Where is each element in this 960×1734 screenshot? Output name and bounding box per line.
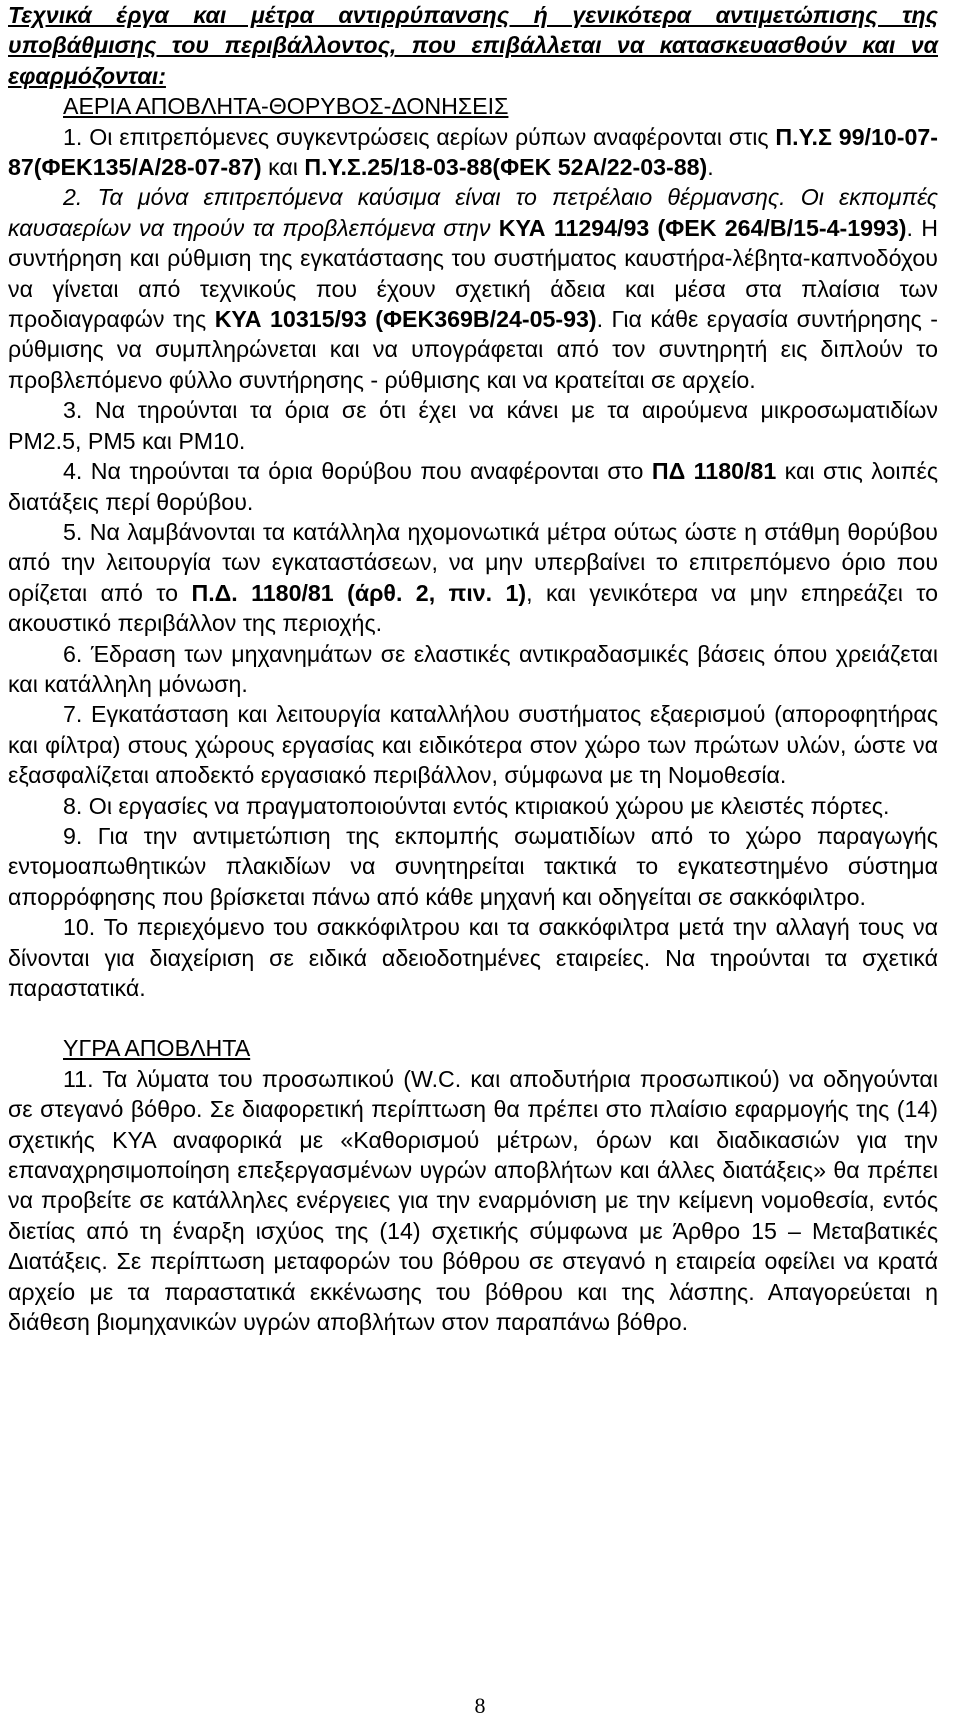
item-4: 4. Να τηρούνται τα όρια θορύβου που αναφέρονται στο ΠΔ 1180/81 και στις λοιπές διατάξεις περί θορύβου. bbox=[8, 458, 938, 515]
item-5: 5. Να λαμβάνονται τα κατάλληλα ηχομονωτικά μέτρα ούτως ώστε η στάθμη θορύβου από την λειτουργία των εγκαταστάσεων, να μην υπερβαίνει το επιτρεπόμενο όριο που ορίζεται από το Π.Δ. 1180/81 (άρθ. 2, πιν. 1), και γενικότερα να μην επηρεάζει το ακουστικό περιβάλλον της περιοχής. bbox=[8, 518, 938, 637]
liquid-waste-heading: ΥΓΡΑ ΑΠΟΒΛΗΤΑ bbox=[63, 1035, 251, 1062]
item-10: 10. Το περιεχόμενο του σακκόφιλτρου και τα σακκόφιλτρα μετά την αλλαγή τους να δίνονται για διαχείριση σε ειδικά αδειοδοτημένες εταιρείες. Να τηρούνται τα σχετικά παραστατικά. bbox=[8, 914, 938, 1001]
item-6: 6. Έδραση των μηχανημάτων σε ελαστικές αντικραδασμικές βάσεις όπου χρειάζεται και κατάλληλη μόνωση. bbox=[8, 640, 938, 697]
item-1: 1. Οι επιτρεπόμενες συγκεντρώσεις αερίων ρύπων αναφέρονται στις Π.Υ.Σ 99/10-07-87(ΦΕΚ135/Α/28-07-87) και Π.Υ.Σ.25/18-03-88(ΦΕΚ 52Α/22-03-88). bbox=[8, 123, 938, 181]
item-3: 3. Να τηρούνται τα όρια σε ότι έχει να κάνει με τα αιρούμενα μικροσωματιδίων PM2.5, PM5 και PM10. bbox=[8, 397, 938, 454]
item-7: 7. Εγκατάσταση και λειτουργία καταλλήλου συστήματος εξαερισμού (απoροφητήρας και φίλτρα) στους χώρους εργασίας και ειδικότερα στον χώρο των πρώτων υλών, ώστε να εξασφαλίζεται αποδεκτό εργασιακό περιβάλλον, σύμφωνα με τη Νομοθεσία. bbox=[8, 701, 938, 789]
document-page bbox=[8, 0, 938, 1337]
page-number: 8 bbox=[474, 1693, 486, 1718]
item-2: 2. Τα μόνα επιτρεπόμενα καύσιμα είναι το πετρέλαιο θέρμανσης. Οι εκπομπές καυσαερίων να τηρούν τα προβλεπόμενα στην ΚΥΑ 11294/93 (ΦΕΚ 264/Β/15-4-1993). Η συντήρηση και ρύθμιση της εγκατάστασης του συστήματος καυστήρα-λέβητα-καπνοδόχου να γίνεται από τεχνικούς που έχουν σχετική άδεια και μέσα στα πλαίσια των προδιαγραφών της ΚΥΑ 10315/93 (ΦΕΚ369Β/24-05-93). Για κάθε εργασία συντήρησης - ρύθμισης να συμπληρώνεται και να υπογράφεται από τον συντηρητή εις διπλούν το προβλεπόμενο φύλλο συντήρησης - ρύθμισης και να κρατείται σε αρχείο. bbox=[8, 184, 938, 393]
air-waste-heading: ΑΕΡΙΑ ΑΠΟΒΛΗΤΑ-ΘΟΡΥΒΟΣ-ΔΟΝΗΣΕΙΣ bbox=[63, 93, 509, 120]
item-9: 9. Για την αντιμετώπιση της εκπομπής σωματιδίων από το χώρο παραγωγής εντομοαπωθητικών πλακιδίων να συνητηρείται τακτικά το εγκατεστημένο σύστημα απορρόφησης που βρίσκεται πάνω από κάθε μηχανή και οδηγείται σε σακκόφιλτρο. bbox=[8, 822, 938, 910]
item-8: 8. Οι εργασίες να πραγματοποιούνται εντός κτιριακού χώρου με κλειστές πόρτες. bbox=[63, 792, 890, 819]
document-title: Τεχνικά έργα και μέτρα αντιρρύπανσης ή γενικότερα αντιμετώπισης της υποβάθμισης του περιβάλλοντος, που επιβάλλεται να κατασκευασθούν και να εφαρμόζονται: bbox=[8, 2, 938, 89]
item-11: 11. Τα λύματα του προσωπικού (W.C. και αποδυτήρια προσωπικού) να οδηγούνται σε στεγανό βόθρο. Σε διαφορετική περίπτωση θα πρέπει στο πλαίσιο εφαρμογής της (14) σχετικής ΚΥΑ αναφορικά με «Καθορισμού μέτρων, όρων και διαδικασιών για την επαναχρησιμοποίηση επεξεργασμένων υγρών αποβλήτων και άλλες διατάξεις» θα πρέπει να προβείτε σε κατάλληλες ενέργειες για την εναρμόνιση με την κείμενη νομοθεσία, εντός διετίας από τη έναρξη ισχύος της (14) σχετικής σύμφωνα με Άρθρο 15 – Μεταβατικές Διατάξεις. Σε περίπτωση μεταφορών του βόθρου σε στεγανό η εταιρεία οφείλει να κρατά αρχείο με τα παραστατικά εκκένωσης του βόθρου και της λάσπης. Απαγορεύεται η διάθεση βιομηχανικών υγρών αποβλήτων στον παραπάνω βόθρο. bbox=[8, 1065, 938, 1336]
